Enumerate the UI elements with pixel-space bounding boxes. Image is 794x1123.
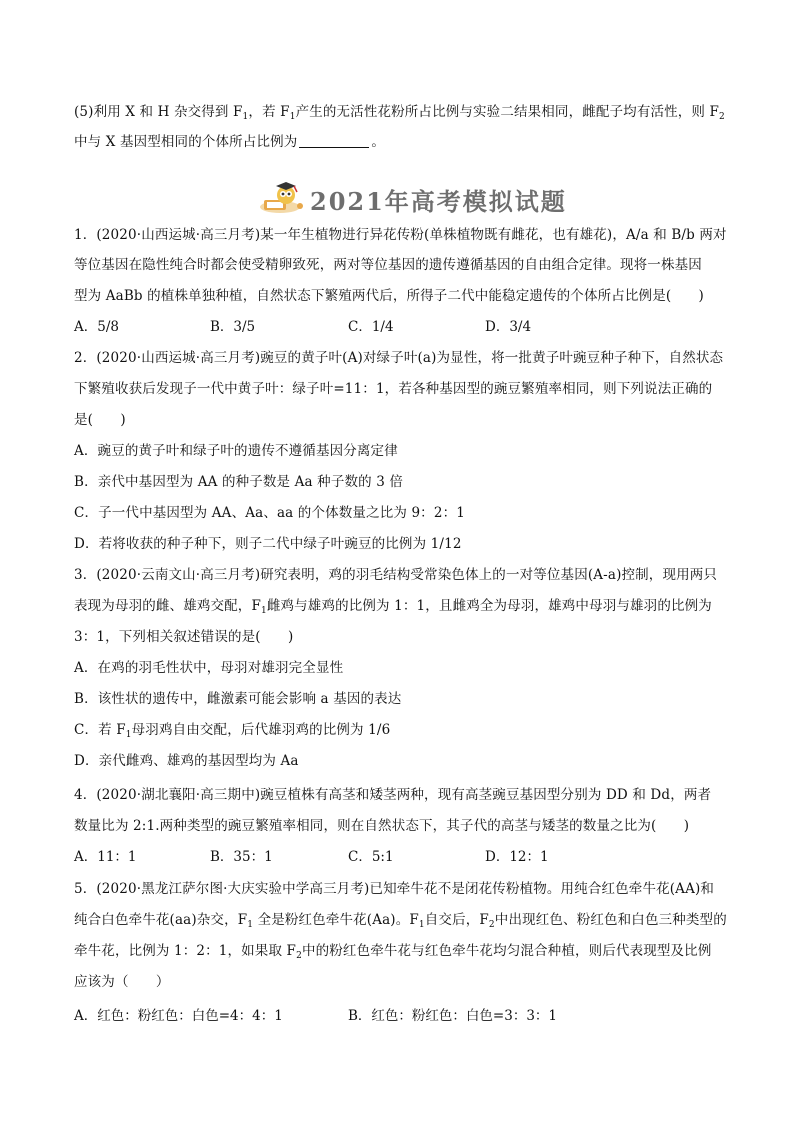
q5-line-4: 应该为（ ）	[74, 974, 170, 990]
q3-line-1: 3．(2020·云南文山·高三月考)研究表明，鸡的羽毛结构受常染色体上的一对等位基因(A-a)控制，现用两只	[74, 567, 718, 583]
q4-option-d[interactable]: D．12：1	[485, 849, 549, 865]
q1-line-2: 等位基因在隐性纯合时都会使受精卵致死，两对等位基因的遗传遵循基因的自由组合定律。现将一株基因	[74, 257, 702, 273]
q2-line-1: 2．(2020·山西运城·高三月考)豌豆的黄子叶(A)对绿子叶(a)为显性，将一批黄子叶豌豆种子种下，自然状态	[74, 350, 724, 366]
q5-line-3: 牵牛花，比例为 1：2：1，如果取 $F_2$中的粉红色牵牛花与红色牵牛花均匀混合种植，则后代表现型及比例	[74, 943, 712, 961]
q3-line-3: 3：1，下列相关叙述错误的是( )	[74, 629, 294, 645]
section-header	[258, 180, 567, 216]
q2-option-b[interactable]: B．亲代中基因型为 AA 的种子数是 Aa 种子数的 3 倍	[74, 474, 404, 490]
q1-option-d[interactable]: D．3/4	[485, 319, 532, 335]
answer-blank[interactable]	[299, 135, 369, 148]
q3-option-d[interactable]: D．亲代雌鸡、雄鸡的基因型均为 Aa	[74, 753, 299, 769]
q3-option-c[interactable]: C．若 $F_1$母羽鸡自由交配，后代雄羽鸡的比例为 1/6	[74, 722, 391, 740]
section-title: 2021年高考模拟试题	[310, 187, 567, 216]
q4-line-1: 4．(2020·湖北襄阳·高三期中)豌豆植株有高茎和矮茎两种，现有高茎豌豆基因型分别为 DD 和 Dd，两者	[74, 787, 712, 803]
q5-option-a[interactable]: A．红色：粉红色：白色=4：4：1	[74, 1008, 283, 1024]
q4-option-c[interactable]: C．5:1	[348, 849, 394, 865]
graduation-owl-icon	[258, 180, 306, 216]
q1-option-a[interactable]: A．5/8	[74, 319, 119, 335]
prev-q5-line-1: (5)利用 X 和 H 杂交得到 $F_1$，若 $F_1$产生的无活性花粉所占比例与实验二结果相同，雌配子均有活性，则 $F_2$	[74, 104, 725, 122]
q1-option-c[interactable]: C．1/4	[348, 319, 394, 335]
q2-line-2: 下繁殖收获后发现子一代中黄子叶：绿子叶=11：1，若各种基因型的豌豆繁殖率相同，则下列说法正确的	[74, 381, 713, 397]
q4-option-b[interactable]: B．35：1	[210, 849, 273, 865]
q1-line-1: 1．(2020·山西运城·高三月考)某一年生植物进行异花传粉(单株植物既有雌花，也有雄花)，A/a 和 B/b 两对	[74, 227, 727, 243]
q1-line-3: 型为 AaBb 的植株单独种植，自然状态下繁殖两代后，所得子二代中能稳定遗传的个体所占比例是( )	[74, 288, 704, 304]
q5-option-b[interactable]: B．红色：粉红色：白色=3：3：1	[348, 1008, 557, 1024]
prev-q5-line-2: 中与 X 基因型相同的个体所占比例为 。	[74, 134, 386, 150]
q3-line-2: 表现为母羽的雌、雄鸡交配，$F_1$雌鸡与雄鸡的比例为 1：1，且雌鸡全为母羽，雄鸡中母羽与雄羽的比例为	[74, 598, 712, 616]
q3-option-b[interactable]: B．该性状的遗传中，雌激素可能会影响 a 基因的表达	[74, 691, 402, 707]
q1-option-b[interactable]: B．3/5	[210, 319, 256, 335]
q4-option-a[interactable]: A．11：1	[74, 849, 137, 865]
q2-option-a[interactable]: A．豌豆的黄子叶和绿子叶的遗传不遵循基因分离定律	[74, 443, 398, 459]
q2-option-c[interactable]: C．子一代中基因型为 AA、Aa、aa 的个体数量之比为 9：2：1	[74, 505, 465, 521]
q5-line-1: 5．(2020·黑龙江萨尔图·大庆实验中学高三月考)已知牵牛花不是闭花传粉植物。用纯合红色牵牛花(AA)和	[74, 881, 715, 897]
q3-option-a[interactable]: A．在鸡的羽毛性状中，母羽对雄羽完全显性	[74, 660, 344, 676]
q2-option-d[interactable]: D．若将收获的种子种下，则子二代中绿子叶豌豆的比例为 1/12	[74, 536, 462, 552]
q5-line-2: 纯合白色牵牛花(aa)杂交，$F_1$ 全是粉红色牵牛花(Aa)。$F_1$自交后，$F_2$中出现红色、粉红色和白色三种类型的	[74, 912, 727, 930]
q2-line-3: 是( )	[74, 412, 126, 428]
q4-line-2: 数量比为 2:1.两种类型的豌豆繁殖率相同，则在自然状态下，其子代的高茎与矮茎的数量之比为( )	[74, 818, 690, 834]
